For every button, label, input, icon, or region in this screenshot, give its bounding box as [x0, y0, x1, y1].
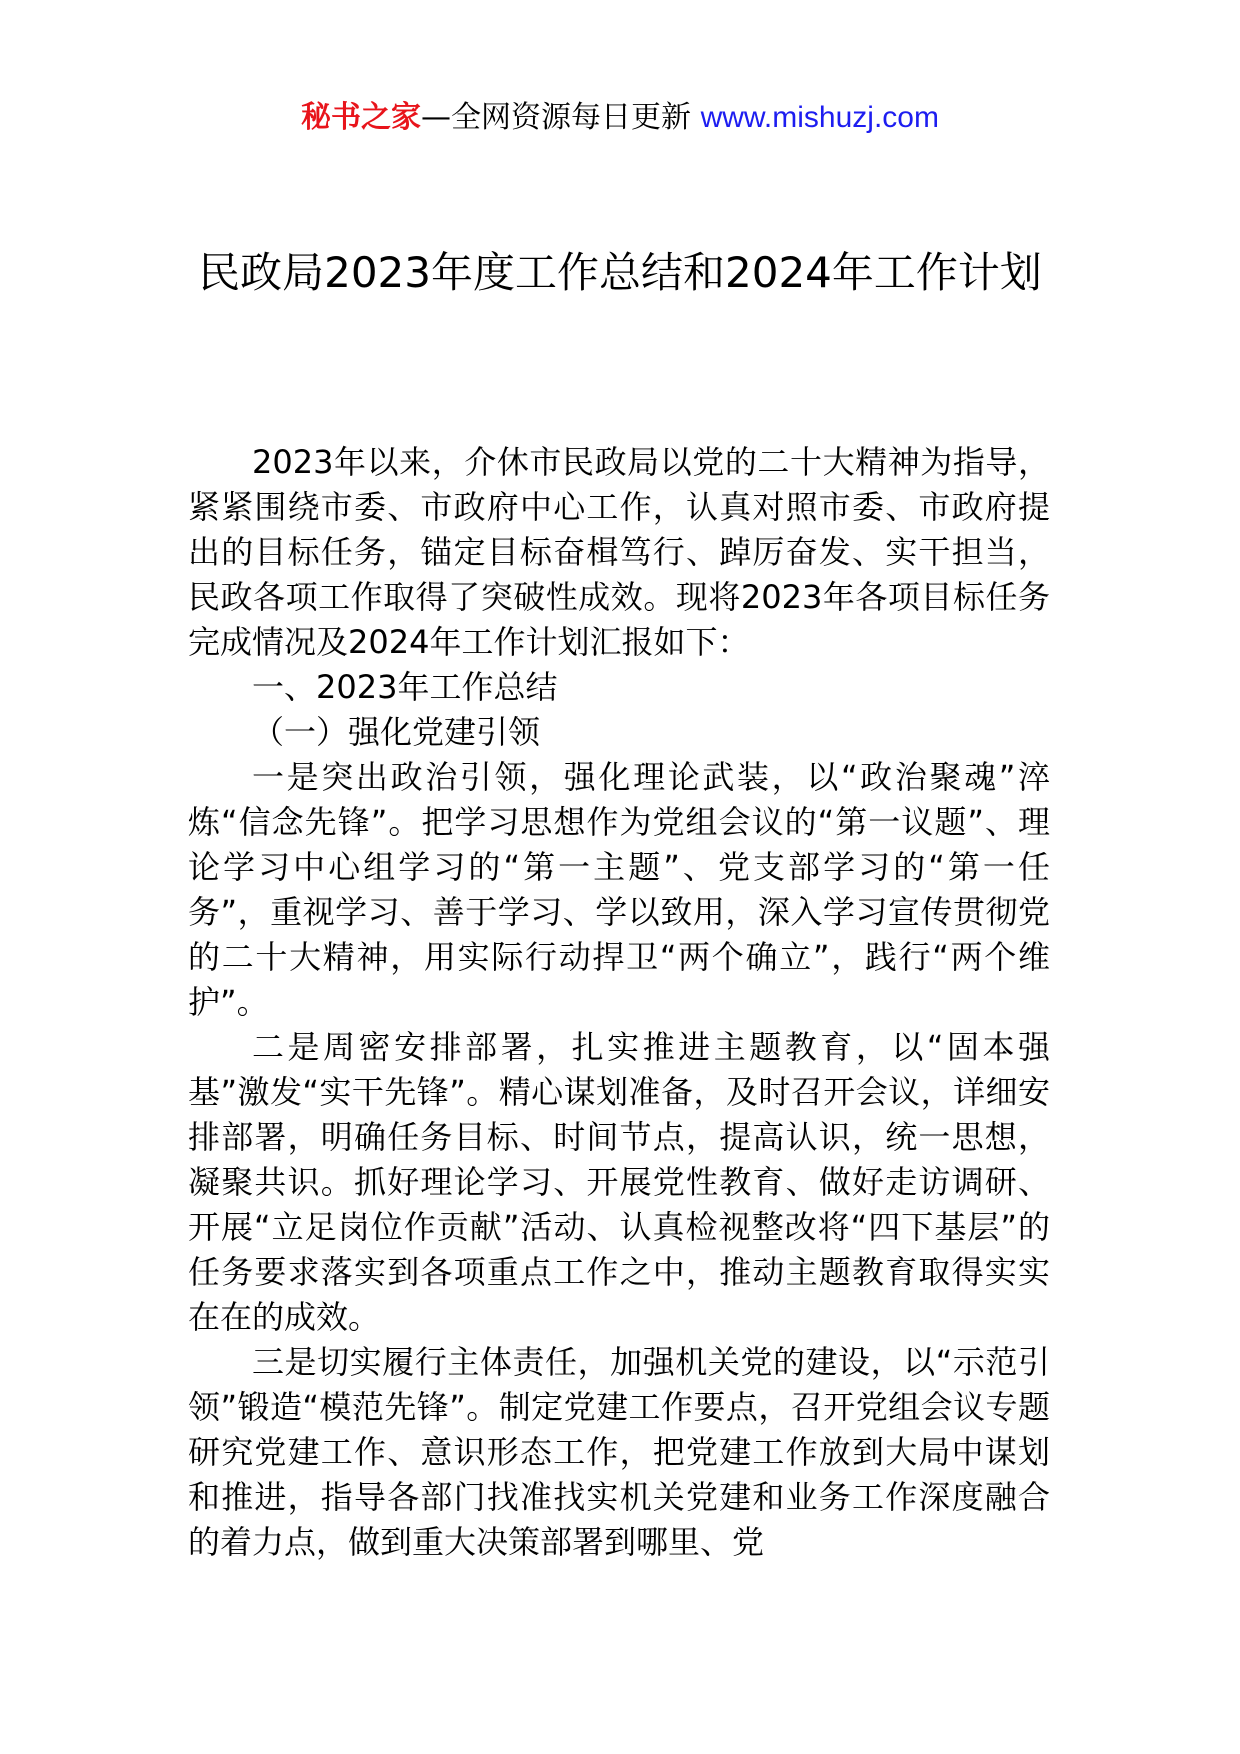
site-url-link[interactable]: www.mishuzj.com	[700, 101, 939, 134]
body-paragraph-2: 二是周密安排部署，扎实推进主题教育，以“固本强基”激发“实干先锋”。精心谋划准备，及时召开会议，详细安排部署，明确任务目标、时间节点，提高认识，统一思想，凝聚共识。抓好理论学习、开展党性教育、做好走访调研、开展“立足岗位作贡献”活动、认真检视整改将“四下基层”的任务要求落实到各项重点工作之中，推动主题教育取得实实在在的成效。	[188, 1028, 1050, 1336]
brand-name: 秘书之家	[301, 100, 422, 135]
document-body	[188, 440, 1050, 1565]
subsection-heading: （一）强化党建引领	[252, 713, 541, 751]
intro-paragraph: 2023年以来，介休市民政局以党的二十大精神为指导，紧紧围绕市委、市政府中心工作，认真对照市委、市政府提出的目标任务，锚定目标奋楫笃行、踔厉奋发、实干担当，民政各项工作取得了突破性成效。现将2023年各项目标任务完成情况及2024年工作计划汇报如下：	[188, 443, 1050, 661]
document-title: 民政局2023年度工作总结和2024年工作计划	[198, 248, 1042, 297]
section-heading: 一、2023年工作总结	[252, 668, 558, 706]
body-paragraph-1: 一是突出政治引领，强化理论武装，以“政治聚魂”淬炼“信念先锋”。把学习思想作为党组会议的“第一议题”、理论学习中心组学习的“第一主题”、党支部学习的“第一任务”，重视学习、善于学习、学以致用，深入学习宣传贯彻党的二十大精神，用实际行动捍卫“两个确立”，践行“两个维护”。	[188, 758, 1050, 1021]
header-tagline: —全网资源每日更新	[421, 100, 701, 135]
site-header	[0, 98, 1240, 138]
body-paragraph-3: 三是切实履行主体责任，加强机关党的建设，以“示范引领”锻造“模范先锋”。制定党建工作要点，召开党组会议专题研究党建工作、意识形态工作，把党建工作放到大局中谋划和推进，指导各部门找准找实机关党建和业务工作深度融合的着力点，做到重大决策部署到哪里、党	[188, 1343, 1050, 1561]
